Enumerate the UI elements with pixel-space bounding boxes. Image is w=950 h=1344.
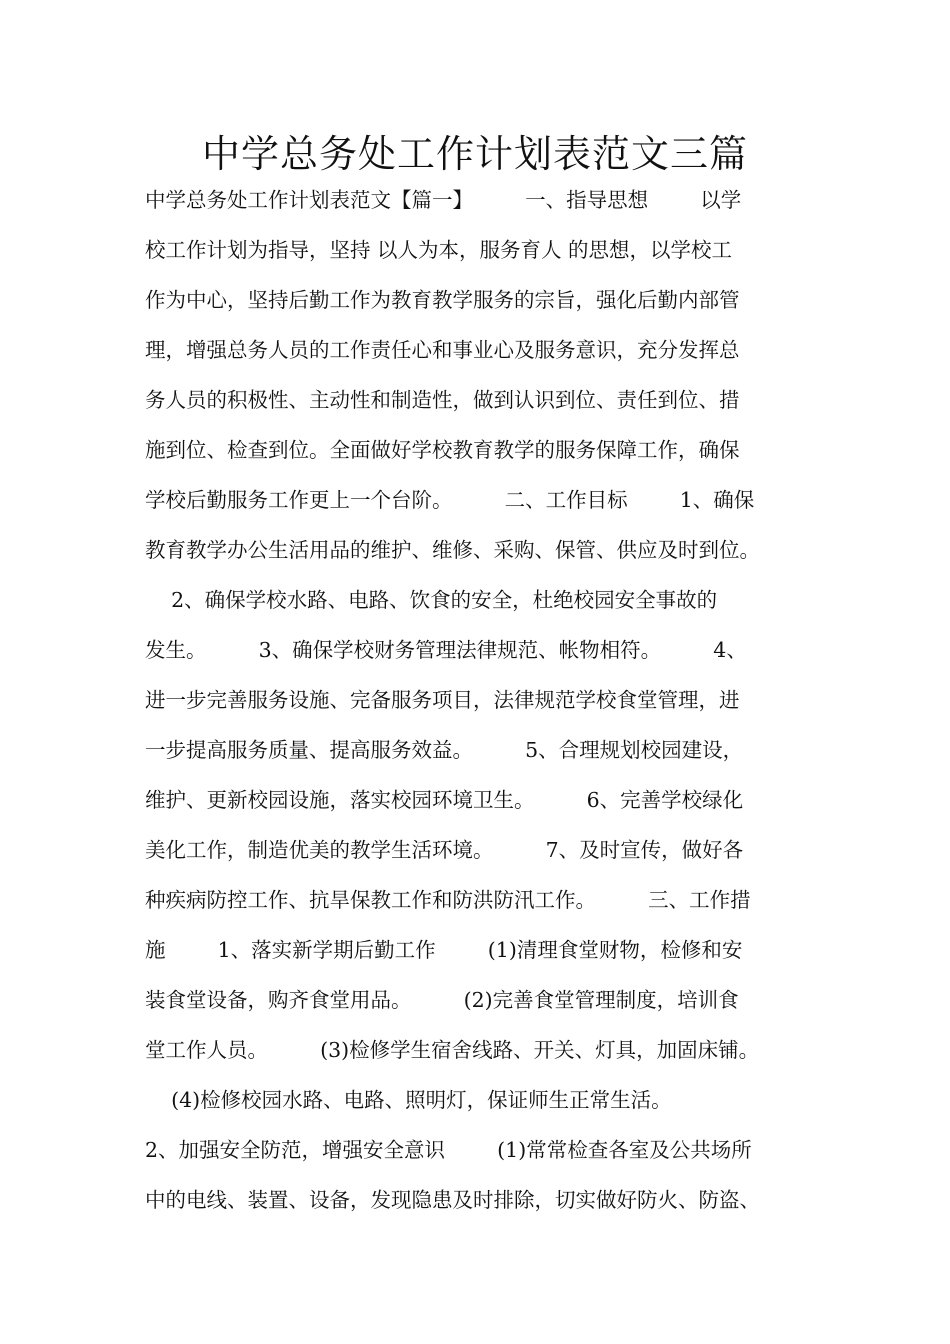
body-line-13: 维护、更新校园设施，落实校园环境卫生。 6、完善学校绿化 [145, 788, 744, 812]
body-line-19: (4)检修校园水路、电路、照明灯，保证师生正常生活。 [145, 1088, 672, 1112]
body-line-4: 理，增强总务人员的工作责任心和事业心及服务意识，充分发挥总 [145, 338, 740, 362]
body-line-8: 教育教学办公生活用品的维护、维修、采购、保管、供应及时到位。 [145, 538, 760, 562]
body-line-6: 施到位、检查到位。全面做好学校教育教学的服务保障工作，确保 [145, 438, 740, 462]
body-line-11: 进一步完善服务设施、完备服务项目，法律规范学校食堂管理，进 [145, 688, 740, 712]
body-line-9: 2、确保学校水路、电路、饮食的安全，杜绝校园安全事故的 [145, 588, 718, 612]
body-line-1: 中学总务处工作计划表范文【篇一】 一、指导思想 以学 [145, 188, 742, 212]
body-line-10: 发生。 3、确保学校财务管理法律规范、帐物相符。 4、 [145, 638, 747, 662]
body-line-5: 务人员的积极性、主动性和制造性，做到认识到位、责任到位、措 [145, 388, 740, 412]
body-line-21: 中的电线、装置、设备，发现隐患及时排除，切实做好防火、防盗、 [145, 1188, 760, 1212]
body-line-18: 堂工作人员。 (3)检修学生宿舍线路、开关、灯具，加固床铺。 [145, 1038, 760, 1062]
body-line-20: 2、加强安全防范，增强安全意识 (1)常常检查各室及公共场所 [145, 1138, 752, 1162]
body-line-12: 一步提高服务质量、提高服务效益。 5、合理规划校园建设， [145, 738, 744, 762]
body-line-15: 种疾病防控工作、抗旱保教工作和防洪防汛工作。 三、工作措 [145, 888, 751, 912]
body-line-14: 美化工作，制造优美的教学生活环境。 7、及时宣传，做好各 [145, 838, 744, 862]
body-line-17: 装食堂设备，购齐食堂用品。 (2)完善食堂管理制度，培训食 [145, 988, 739, 1012]
body-line-16: 施 1、落实新学期后勤工作 (1)清理食堂财物，检修和安 [145, 938, 743, 962]
body-line-2: 校工作计划为指导，坚持 以人为本，服务育人 的思想，以学校工 [145, 238, 733, 262]
body-line-7: 学校后勤服务工作更上一个台阶。 二、工作目标 1、确保 [145, 488, 755, 512]
document-title: 中学总务处工作计划表范文三篇 [201, 132, 748, 176]
body-line-3: 作为中心，坚持后勤工作为教育教学服务的宗旨，强化后勤内部管 [145, 288, 740, 312]
